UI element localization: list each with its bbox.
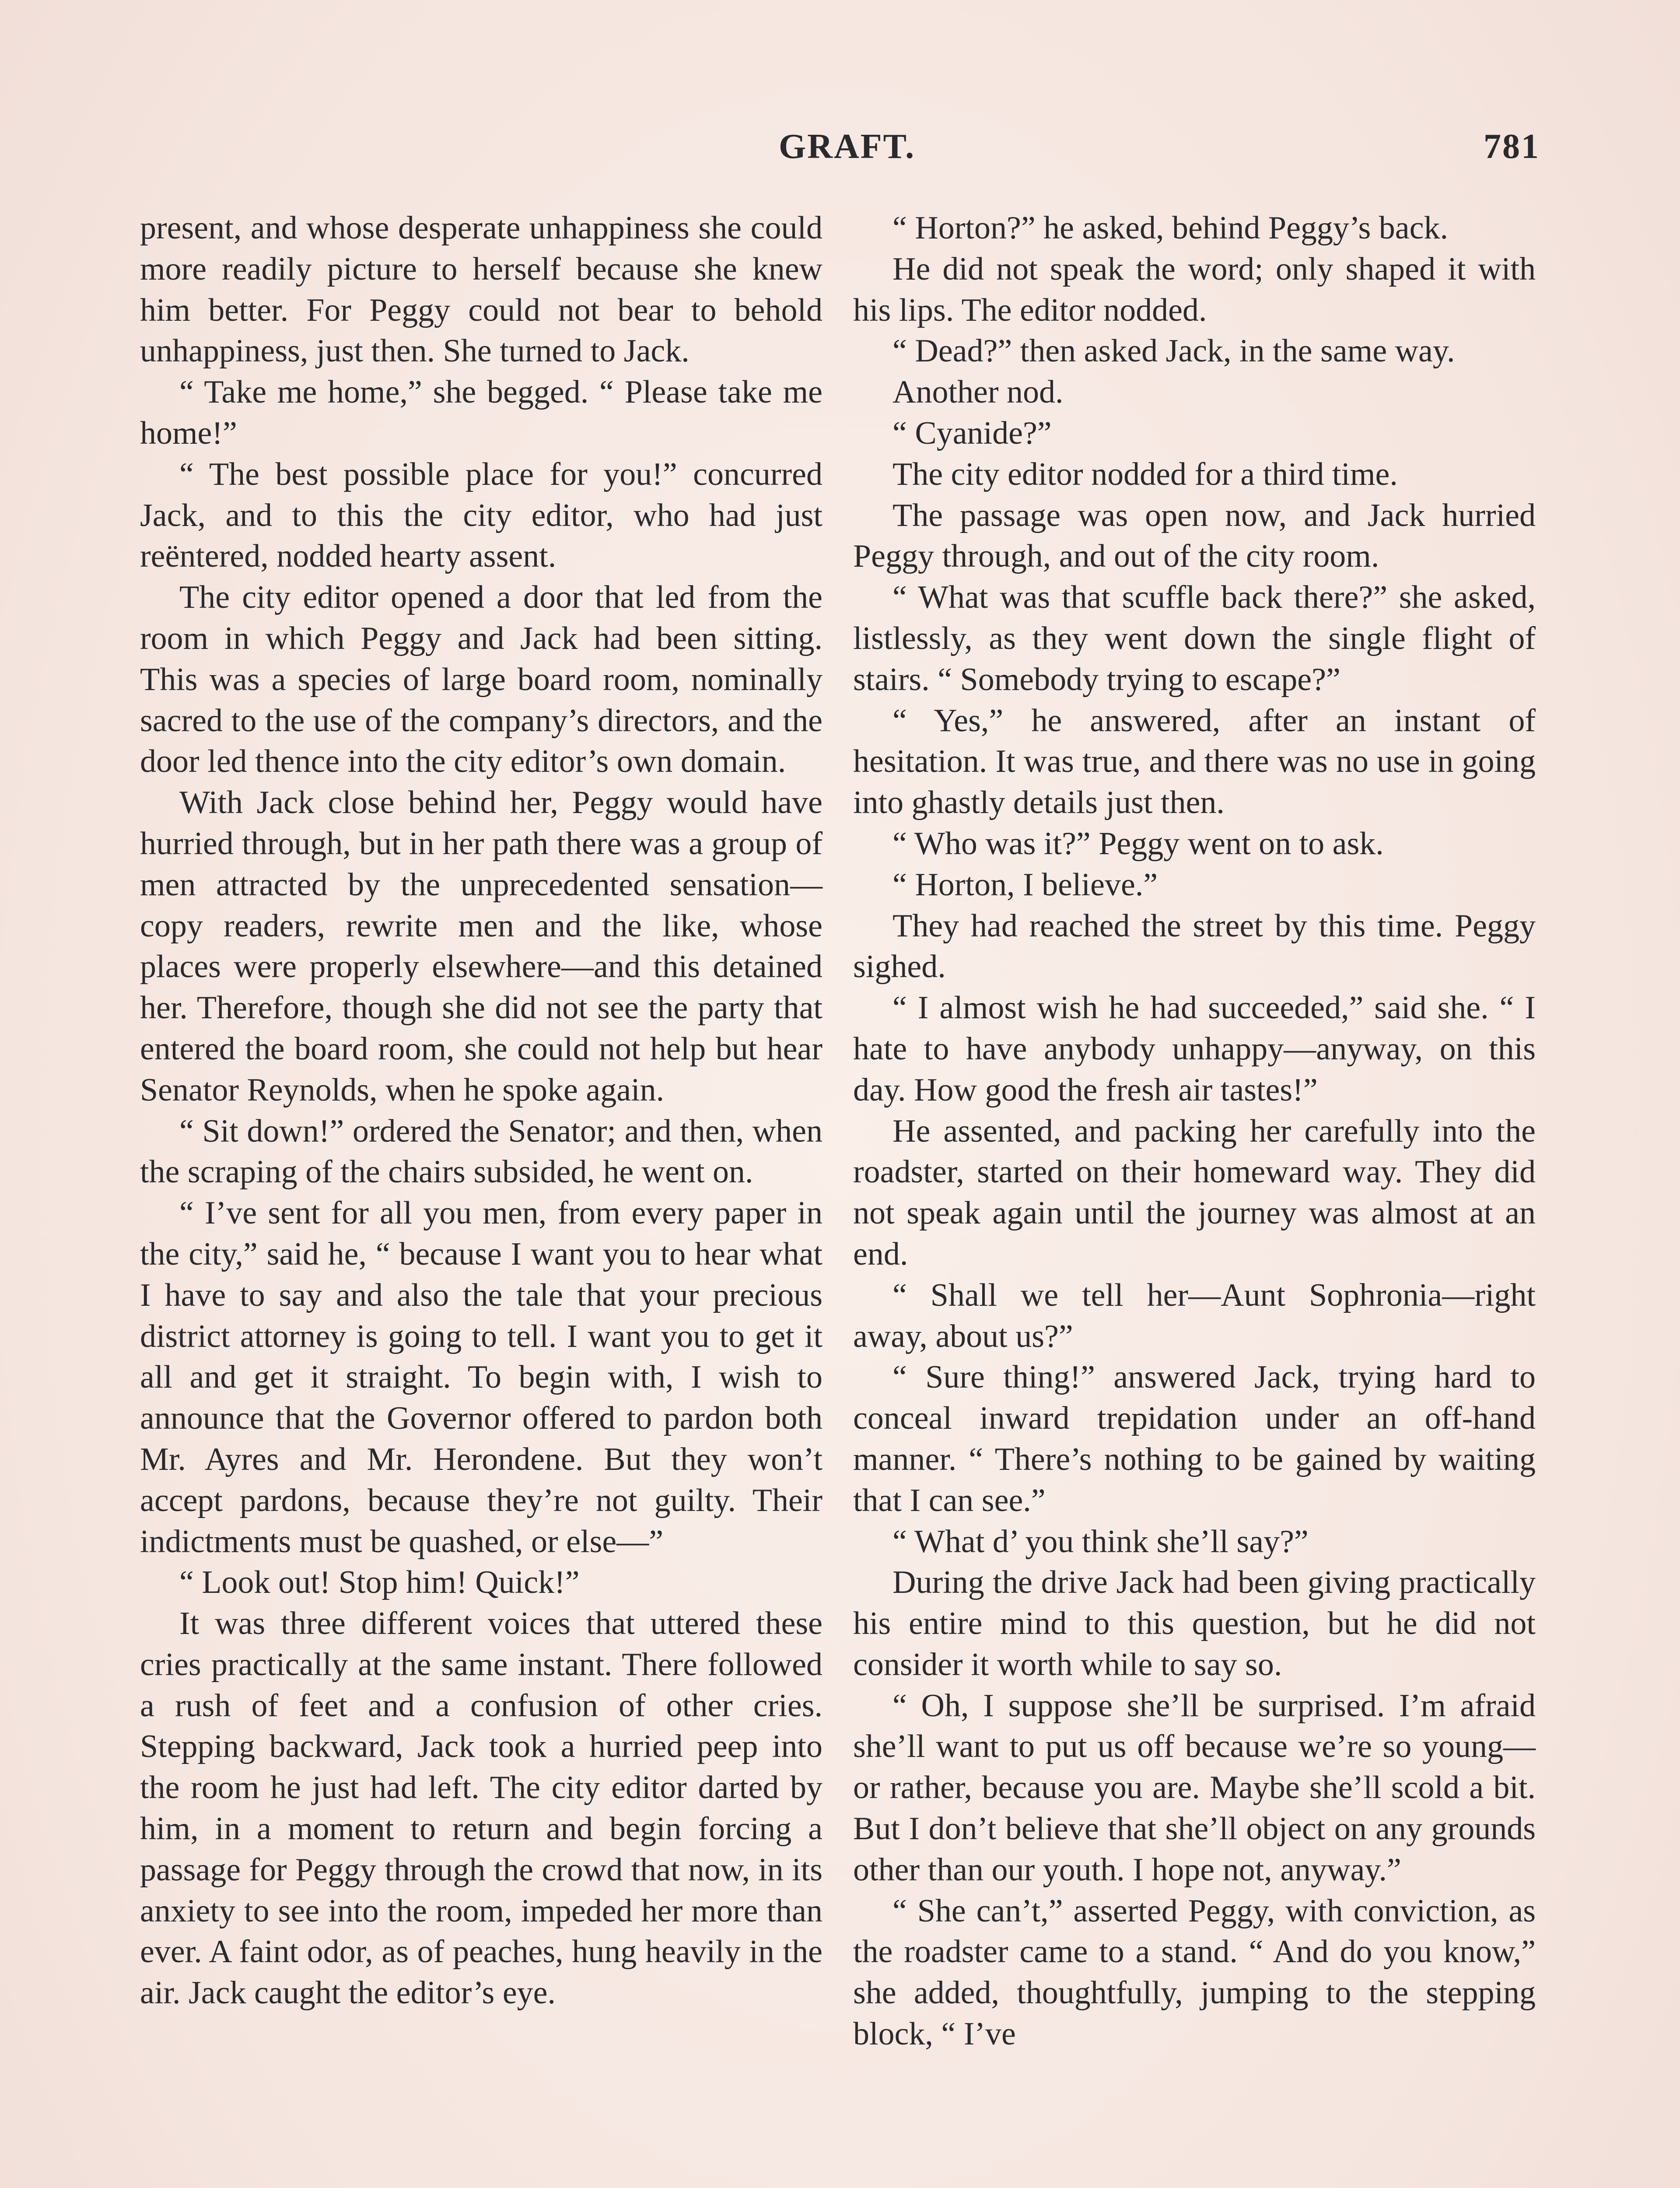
paragraph: It was three different voices that uttered these cries practically at the same instant. There followed a rush of feet and a confusion of other cries. Stepping backward, Jack took a hurried peep into the room he just had left. The city editor darted by him, in a moment to return and begin forcing a passage for Peggy through the crowd that now, in its anxiety to see into the room, impeded her more than ever. A faint odor, as of peaches, hung heavily in the air. Jack caught the editor’s eye. [140, 1606, 822, 2011]
paragraph: “ Cyanide?” [892, 415, 1052, 451]
paragraph: “ What d’ you think she’ll say?” [892, 1523, 1309, 1560]
paragraph: “ The best possible place for you!” concurred Jack, and to this the city editor, who had just reëntered, nodded hearty assent. [140, 456, 822, 575]
paragraph: “ Look out! Stop him! Quick!” [179, 1564, 580, 1601]
paragraph: “ I’ve sent for all you men, from every paper in the city,” said he, “ because I want you to hear what I have to say and also the tale that your precious district attorney is going to tell. I want you to get it all and get it straight. To begin with, I wish to announce that the Governor offered to pardon both Mr. Ayres and Mr. Herondene. But they won’t accept pardons, because they’re not guilty. Their indictments must be quashed, or else—” [140, 1195, 822, 1560]
paragraph: “ I almost wish he had succeeded,” said she. “ I hate to have anybody unhappy—anyway, on this day. How good the fresh air tastes!” [853, 990, 1536, 1108]
paragraph: With Jack close behind her, Peggy would have hurried through, but in her path there was a group of men attracted by the unprecedented sensation—copy readers, rewrite men and the like, whose places were properly elsewhere—and this detained her. Therefore, though she did not see the party that entered the board room, she could not help but hear Senator Reynolds, when he spoke again. [140, 785, 822, 1108]
paragraph: present, and whose desperate unhappiness she could more readily picture to herself because she knew him better. For Peggy could not bear to behold unhappiness, just then. She turned to Jack. [140, 210, 822, 369]
paragraph: “ Sure thing!” answered Jack, trying hard to conceal inward trepidation under an off-hand manner. “ There’s nothing to be gained by waiting that I can see.” [853, 1359, 1536, 1518]
page-header [140, 127, 1540, 179]
paragraph: The city editor nodded for a third time. [892, 456, 1398, 492]
paragraph: He did not speak the word; only shaped it with his lips. The editor nodded. [853, 251, 1536, 328]
right-column [853, 208, 1536, 2055]
paragraph: “ Take me home,” she begged. “ Please take me home!” [140, 374, 822, 451]
paragraph: During the drive Jack had been giving practically his entire mind to this question, but he did not consider it worth while to say so. [853, 1564, 1536, 1683]
paragraph: “ Horton, I believe.” [892, 866, 1158, 903]
paragraph: “ Dead?” then asked Jack, in the same way. [892, 333, 1455, 369]
page-number: 781 [1484, 127, 1540, 166]
paragraph: “ Who was it?” Peggy went on to ask. [892, 825, 1384, 862]
running-head-title: GRAFT. [779, 127, 916, 166]
paragraph: “ Horton?” he asked, behind Peggy’s back. [892, 210, 1448, 246]
paragraph: “ Shall we tell her—Aunt Sophronia—right away, about us?” [853, 1277, 1536, 1354]
paragraph: “ Oh, I suppose she’ll be surprised. I’m afraid she’ll want to put us off because we’re so young—or rather, because you are. Maybe she’ll scold a bit. But I don’t believe that she’ll object on any grounds other than our youth. I hope not, anyway.” [853, 1687, 1536, 1888]
paragraph: The passage was open now, and Jack hurried Peggy through, and out of the city room. [853, 497, 1536, 575]
paragraph: He assented, and packing her carefully into the roadster, started on their homeward way. They did not speak again until the journey was almost at an end. [853, 1113, 1536, 1272]
paragraph: Another nod. [892, 374, 1064, 410]
paragraph: “ Sit down!” ordered the Senator; and then, when the scraping of the chairs subsided, he went on. [140, 1113, 822, 1190]
paragraph: “ She can’t,” asserted Peggy, with conviction, as the roadster came to a stand. “ And do you know,” she added, thoughtfully, jumping to the stepping block, “ I’ve [853, 1893, 1536, 2052]
paragraph: The city editor opened a door that led from the room in which Peggy and Jack had been sitting. This was a species of large board room, nominally sacred to the use of the company’s directors, and the door led thence into the city editor’s own domain. [140, 579, 822, 780]
paragraph: They had reached the street by this time. Peggy sighed. [853, 908, 1536, 985]
paragraph: “ Yes,” he answered, after an instant of hesitation. It was true, and there was no use in going into ghastly details just then. [853, 702, 1536, 821]
paragraph: “ What was that scuffle back there?” she asked, listlessly, as they went down the single flight of stairs. “ Somebody trying to escape?” [853, 579, 1536, 698]
left-column [140, 208, 822, 2014]
